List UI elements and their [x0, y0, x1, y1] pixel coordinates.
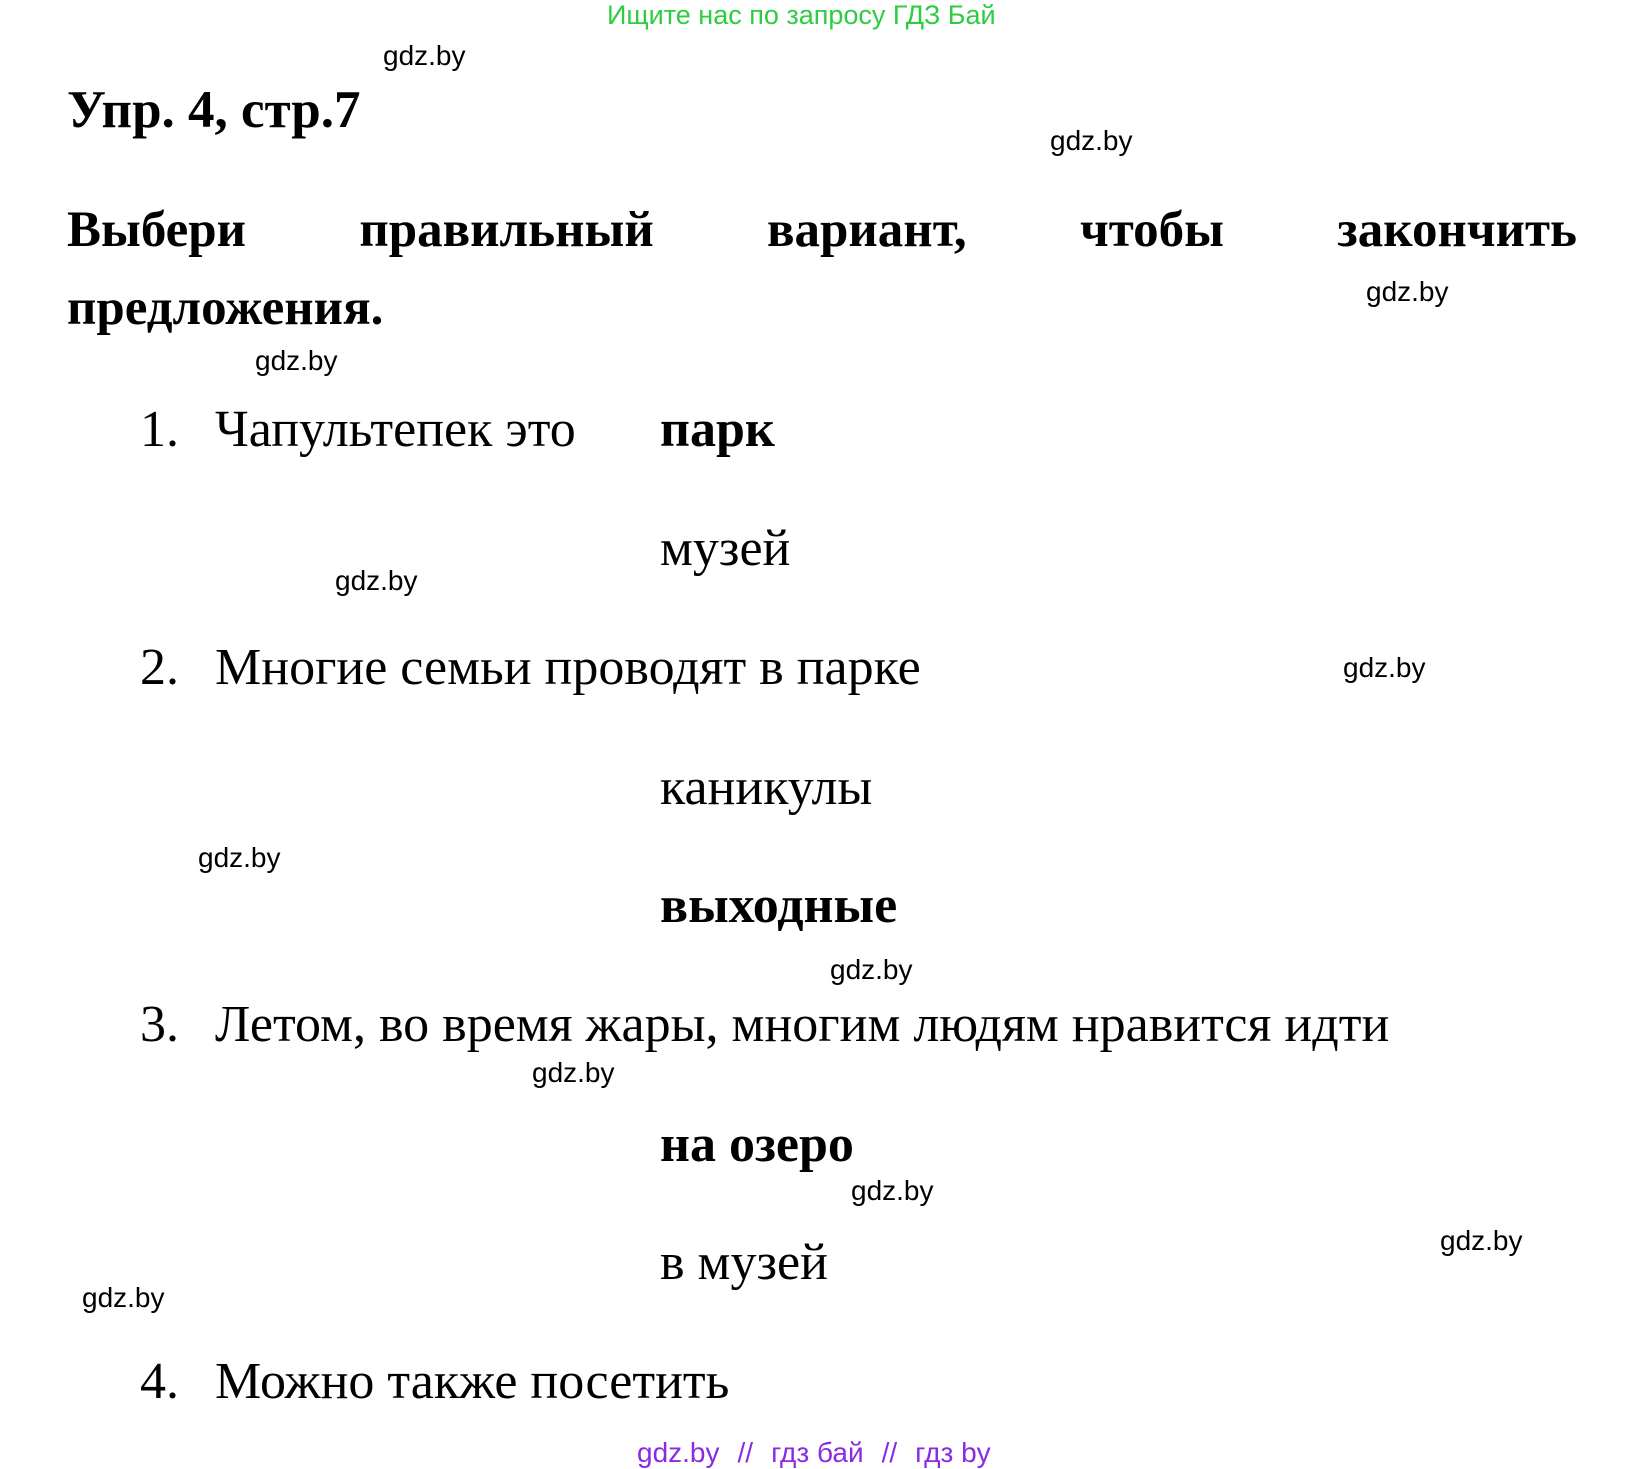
watermark: gdz.by: [830, 954, 913, 985]
footer-item: гдз бай: [771, 1437, 864, 1468]
question-number: 3.: [140, 996, 179, 1053]
answer-option-selected: парк: [660, 401, 775, 458]
answer-option: в музей: [660, 1234, 828, 1291]
watermark: gdz.by: [1366, 276, 1449, 307]
watermark: gdz.by: [198, 842, 281, 873]
watermark: gdz.by: [1050, 125, 1133, 156]
question-text: Многие семьи проводят в парке: [215, 639, 921, 696]
footer-separator: //: [881, 1437, 898, 1468]
watermark: gdz.by: [851, 1175, 934, 1206]
footer-separator: //: [737, 1437, 754, 1468]
watermark: gdz.by: [1343, 652, 1426, 683]
question-text: Чапультепек это: [215, 401, 576, 458]
watermark: gdz.by: [1440, 1225, 1523, 1256]
watermark: gdz.by: [82, 1282, 165, 1313]
instruction-word: чтобы: [1079, 202, 1224, 258]
watermark: gdz.by: [255, 345, 338, 376]
watermark: gdz.by: [335, 565, 418, 596]
answer-option: музей: [660, 520, 791, 577]
instruction-word: вариант,: [767, 202, 967, 258]
exercise-title: Упр. 4, стр.7: [67, 81, 361, 139]
question-number: 2.: [140, 639, 179, 696]
footer-item: гдз by: [915, 1437, 991, 1468]
watermark: gdz.by: [383, 40, 466, 71]
instruction-word: Выбери: [67, 202, 247, 258]
question-number: 1.: [140, 401, 179, 458]
instruction-word: правильный: [359, 202, 654, 258]
footer-item: gdz.by: [637, 1437, 720, 1468]
watermark: gdz.by: [532, 1057, 615, 1088]
answer-option-selected: на озеро: [660, 1116, 854, 1173]
instruction-line: предложения.: [67, 280, 384, 336]
question-text: Можно также посетить: [215, 1353, 730, 1410]
footer-links: [637, 1437, 991, 1469]
question-text: Летом, во время жары, многим людям нравится идти: [215, 996, 1390, 1053]
answer-option-selected: выходные: [660, 877, 898, 934]
question-number: 4.: [140, 1353, 179, 1410]
instruction-word: закончить: [1337, 202, 1577, 258]
instruction-line: [67, 200, 1577, 260]
answer-option: каникулы: [660, 759, 873, 816]
search-banner: Ищите нас по запросу ГДЗ Бай: [607, 0, 996, 30]
